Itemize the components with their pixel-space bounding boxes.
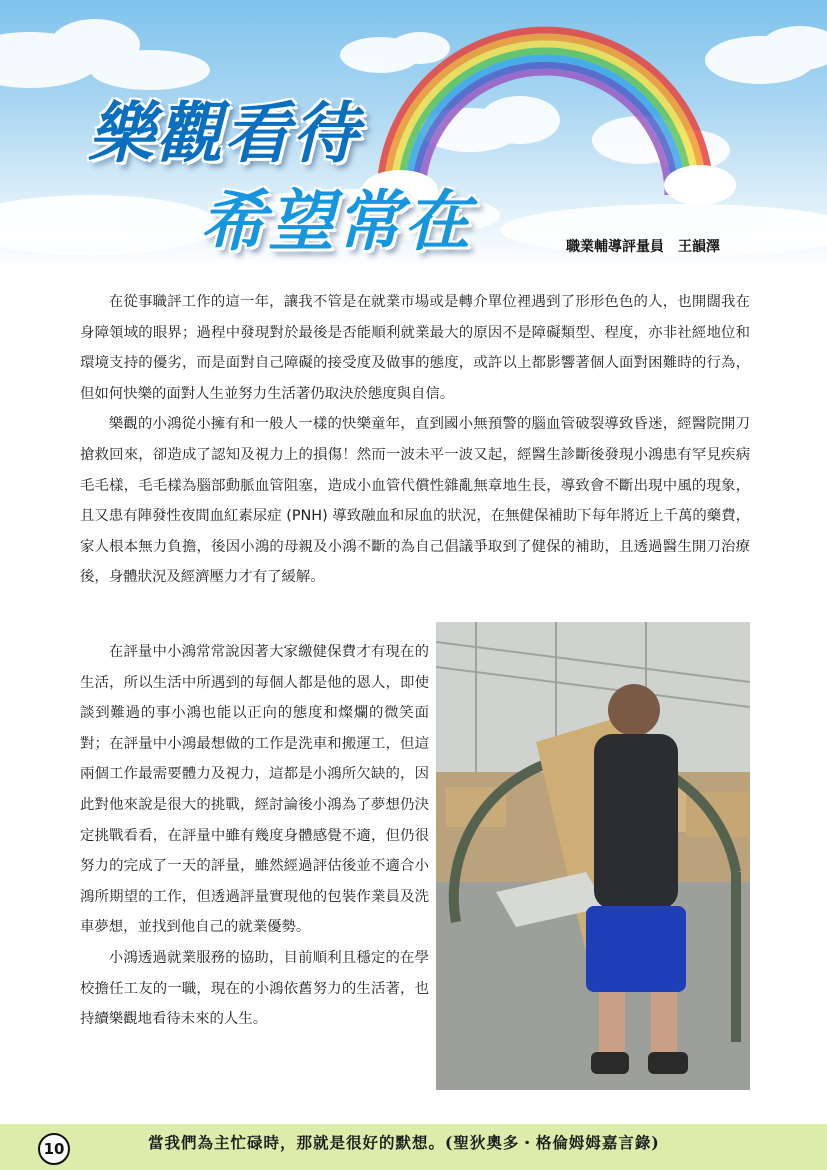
paragraph-4: 小鴻透過就業服務的協助，目前順利且穩定的在學校擔任工友的一職，現在的小鴻依舊努力的生活著，也持續樂觀地看待未來的人生。 xyxy=(80,949,429,1028)
paragraph-1: 在從事職評工作的這一年，讓我不管是在就業市場或是轉介單位裡遇到了形形色色的人，也開闊我在身障領域的眼界；過程中發現對於最後是否能順利就業最大的原因不是障礙類型、程度，亦非社經地位和環境支持的優劣，而是面對自己障礙的接受度及做事的態度，或許以上都影響著個人面對困難時的行為，但如何快樂的面對人生並努力生活著仍取決於態度與自信。 xyxy=(80,294,750,402)
title-line-1: 樂觀看待 xyxy=(88,95,360,172)
article-body-full-width xyxy=(80,287,750,593)
author-name: 王韻澤 xyxy=(678,239,720,255)
paragraph-2: 樂觀的小鴻從小擁有和一般人一樣的快樂童年，直到國小無預警的腦血管破裂導致昏迷，經醫院開刀搶救回來，卻造成了認知及視力上的損傷！然而一波未平一波又起，經醫生診斷後發現小鴻患有罕見疾病毛毛樣，毛毛樣為腦部動脈血管阻塞，造成小血管代償性雜亂無章地生長，導致會不斷出現中風的現象，且又患有陣發性夜間血紅素尿症 (PNH) 導致融血和尿血的狀況，在無健保補助下每年將近上千萬的藥費，家人根本無力負擔，後因小鴻的母親及小鴻不斷的為自己倡議爭取到了健保的補助，且透過醫生開刀治療後，身體狀況及經濟壓力才有了緩解。 xyxy=(80,416,750,586)
paragraph-3: 在評量中小鴻常常說因著大家繳健保費才有現在的生活，所以生活中所遇到的每個人都是他的恩人，即使談到難過的事小鴻也能以正向的態度和燦爛的微笑面對；在評量中小鴻最想做的工作是洗車和搬運工，但這兩個工作最需要體力及視力，這都是小鴻所欠缺的，因此對他來說是很大的挑戰，經討論後小鴻為了夢想仍決定挑戰看看，在評量中雖有幾度身體感覺不適，但仍很努力的完成了一天的評量，雖然經過評估後並不適合小鴻所期望的工作，但透過評量實現他的包裝作業員及洗車夢想，並找到他自己的就業優勢。 xyxy=(80,644,429,936)
page-number: 10 xyxy=(38,1133,70,1165)
photo-illustration xyxy=(436,622,750,1090)
author-byline xyxy=(566,236,720,256)
workplace-photo xyxy=(436,622,750,1090)
title-line-2: 希望常在 xyxy=(200,183,472,260)
author-role: 職業輔導評量員 xyxy=(566,239,664,255)
footer-quote: 當我們為主忙碌時，那就是很好的默想。(聖狄奧多・格倫姆姆嘉言錄) xyxy=(148,1133,660,1152)
header-banner xyxy=(0,0,827,270)
article-body-narrow-column xyxy=(80,637,429,1035)
